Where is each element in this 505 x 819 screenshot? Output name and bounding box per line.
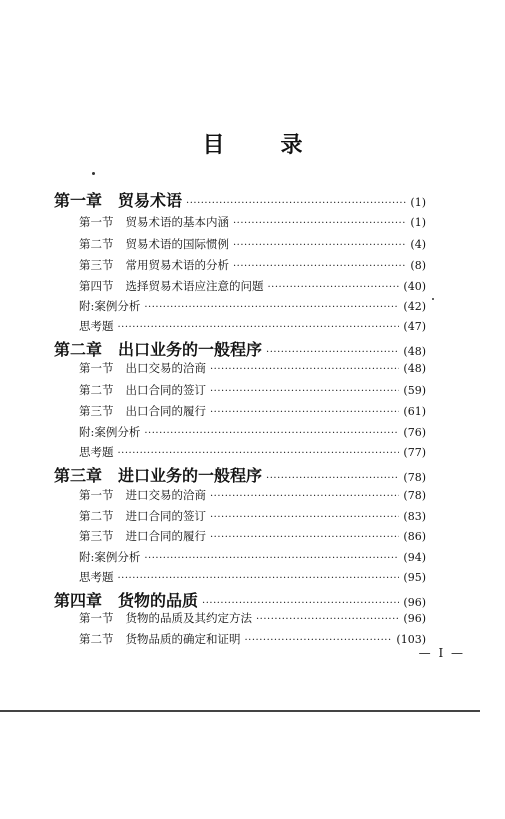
- section-title: 进口合同的签订: [125, 509, 206, 523]
- toc-section-row[interactable]: [79, 569, 426, 585]
- dot-leader: [118, 573, 400, 584]
- section-number: 第三节: [79, 529, 114, 543]
- section-number: 第二节: [79, 632, 114, 646]
- section-title: 贸易术语的基本内涵: [125, 215, 229, 229]
- chapter-number: 第三章: [54, 466, 103, 485]
- chapter-number: 第一章: [54, 191, 103, 210]
- toc-section-row[interactable]: [79, 382, 426, 398]
- section-title: 常用贸易术语的分析: [125, 258, 229, 272]
- section-title: 选择贸易术语应注意的问题: [125, 279, 264, 293]
- toc-section-row[interactable]: [79, 214, 426, 230]
- dot-leader: [210, 491, 399, 502]
- page-reference: (83): [403, 510, 426, 523]
- page-reference: (4): [410, 238, 426, 251]
- page-number: — I —: [418, 646, 465, 660]
- section-label: [79, 487, 206, 503]
- page-reference: (96): [403, 596, 426, 609]
- page-reference: (1): [410, 216, 426, 229]
- dot-leader: [118, 322, 400, 333]
- toc-section-row[interactable]: [79, 424, 426, 440]
- page-reference: (1): [410, 196, 426, 209]
- section-label: [79, 508, 206, 524]
- chapter-title: 出口业务的一般程序: [118, 340, 263, 359]
- dot-leader: [266, 347, 399, 358]
- section-label: [79, 298, 140, 314]
- page-reference: (86): [403, 530, 426, 543]
- dot-leader: [202, 598, 399, 609]
- toc-chapter-row[interactable]: [54, 588, 426, 611]
- section-label: [79, 569, 114, 585]
- toc-section-row[interactable]: [79, 403, 426, 419]
- chapter-title: 进口业务的一般程序: [118, 466, 263, 485]
- dot-leader: [210, 364, 399, 375]
- section-title: 思考题: [79, 570, 114, 584]
- dot-leader: [118, 448, 400, 459]
- section-number: 第三节: [79, 258, 114, 272]
- section-title: 附:案例分析: [79, 550, 141, 564]
- dot-leader: [210, 407, 399, 418]
- section-title: 货物的品质及其约定方法: [125, 611, 252, 625]
- section-title: 思考题: [79, 445, 114, 459]
- toc-section-row[interactable]: [79, 487, 426, 503]
- section-title: 贸易术语的国际惯例: [125, 237, 229, 251]
- dot-leader: [186, 198, 406, 209]
- toc-chapter-row[interactable]: [54, 463, 426, 486]
- chapter-number: 第二章: [54, 340, 103, 359]
- section-title: 出口交易的洽商: [125, 361, 206, 375]
- page-reference: (76): [403, 426, 426, 439]
- section-label: [79, 382, 206, 398]
- section-label: [79, 444, 114, 460]
- dot-leader: [144, 553, 399, 564]
- section-number: 第二节: [79, 383, 114, 397]
- dot-leader: [144, 302, 399, 313]
- dot-leader: [233, 261, 406, 272]
- page-reference: (103): [396, 633, 426, 646]
- page-reference: (48): [403, 345, 426, 358]
- dot-leader: [233, 240, 406, 251]
- section-title: 出口合同的履行: [125, 404, 206, 418]
- dot-leader: [245, 635, 393, 646]
- toc-chapter-row[interactable]: [54, 337, 426, 360]
- toc-section-row[interactable]: [79, 528, 426, 544]
- dot-leader: [210, 532, 399, 543]
- page-reference: (47): [403, 320, 426, 333]
- dot-leader: [210, 386, 399, 397]
- dot-leader: [256, 614, 399, 625]
- chapter-label: [54, 337, 262, 360]
- page-bottom-rule: [0, 710, 480, 712]
- section-label: [79, 403, 206, 419]
- page-reference: (96): [403, 612, 426, 625]
- dot-leader: [144, 428, 399, 439]
- chapter-label: [54, 463, 262, 486]
- page-reference: (78): [403, 489, 426, 502]
- title-char-left: 目: [202, 132, 225, 158]
- dot-leader: [210, 512, 399, 523]
- page-reference: (78): [403, 471, 426, 484]
- page-reference: (95): [403, 571, 426, 584]
- section-label: [79, 549, 140, 565]
- section-label: [79, 236, 229, 252]
- print-speck: [432, 298, 434, 300]
- section-number: 第二节: [79, 237, 114, 251]
- toc-section-row[interactable]: [79, 610, 426, 626]
- toc-chapter-row[interactable]: [54, 188, 426, 211]
- section-title: 进口交易的洽商: [125, 488, 206, 502]
- section-label: [79, 424, 140, 440]
- page-reference: (8): [410, 259, 426, 272]
- page-reference: (40): [403, 280, 426, 293]
- section-title: 附:案例分析: [79, 425, 141, 439]
- toc-section-row[interactable]: [79, 508, 426, 524]
- page-reference: (61): [403, 405, 426, 418]
- toc-section-row[interactable]: [79, 318, 426, 334]
- section-number: 第三节: [79, 404, 114, 418]
- title-char-right: 录: [280, 132, 303, 158]
- chapter-label: [54, 588, 198, 611]
- section-label: [79, 318, 114, 334]
- page-reference: (77): [403, 446, 426, 459]
- page-reference: (94): [403, 551, 426, 564]
- chapter-label: [54, 188, 182, 211]
- section-number: 第二节: [79, 509, 114, 523]
- section-label: [79, 631, 241, 647]
- chapter-title: 货物的品质: [118, 591, 199, 610]
- toc-section-row[interactable]: [79, 444, 426, 460]
- page-title: [0, 128, 505, 159]
- toc-section-row[interactable]: [79, 549, 426, 565]
- section-number: 第一节: [79, 361, 114, 375]
- chapter-number: 第四章: [54, 591, 103, 610]
- dot-leader: [233, 218, 406, 229]
- section-label: [79, 214, 229, 230]
- section-number: 第一节: [79, 611, 114, 625]
- chapter-title: 贸易术语: [118, 191, 183, 210]
- section-title: 出口合同的签订: [125, 383, 206, 397]
- section-label: [79, 257, 229, 273]
- page-reference: (42): [403, 300, 426, 313]
- section-title: 思考题: [79, 319, 114, 333]
- dot-leader: [268, 282, 400, 293]
- section-number: 第一节: [79, 215, 114, 229]
- dot-leader: [266, 473, 399, 484]
- page-reference: (59): [403, 384, 426, 397]
- section-label: [79, 278, 264, 294]
- toc-section-row[interactable]: [79, 631, 426, 647]
- print-speck: [92, 172, 95, 175]
- toc-section-row[interactable]: [79, 257, 426, 273]
- section-label: [79, 610, 252, 626]
- section-title: 进口合同的履行: [125, 529, 206, 543]
- toc-section-row[interactable]: [79, 278, 426, 294]
- toc-section-row[interactable]: [79, 360, 426, 376]
- section-number: 第一节: [79, 488, 114, 502]
- section-title: 附:案例分析: [79, 299, 141, 313]
- toc-section-row[interactable]: [79, 298, 426, 314]
- section-number: 第四节: [79, 279, 114, 293]
- section-title: 货物品质的确定和证明: [125, 632, 241, 646]
- section-label: [79, 528, 206, 544]
- toc-section-row[interactable]: [79, 236, 426, 252]
- page-reference: (48): [403, 362, 426, 375]
- section-label: [79, 360, 206, 376]
